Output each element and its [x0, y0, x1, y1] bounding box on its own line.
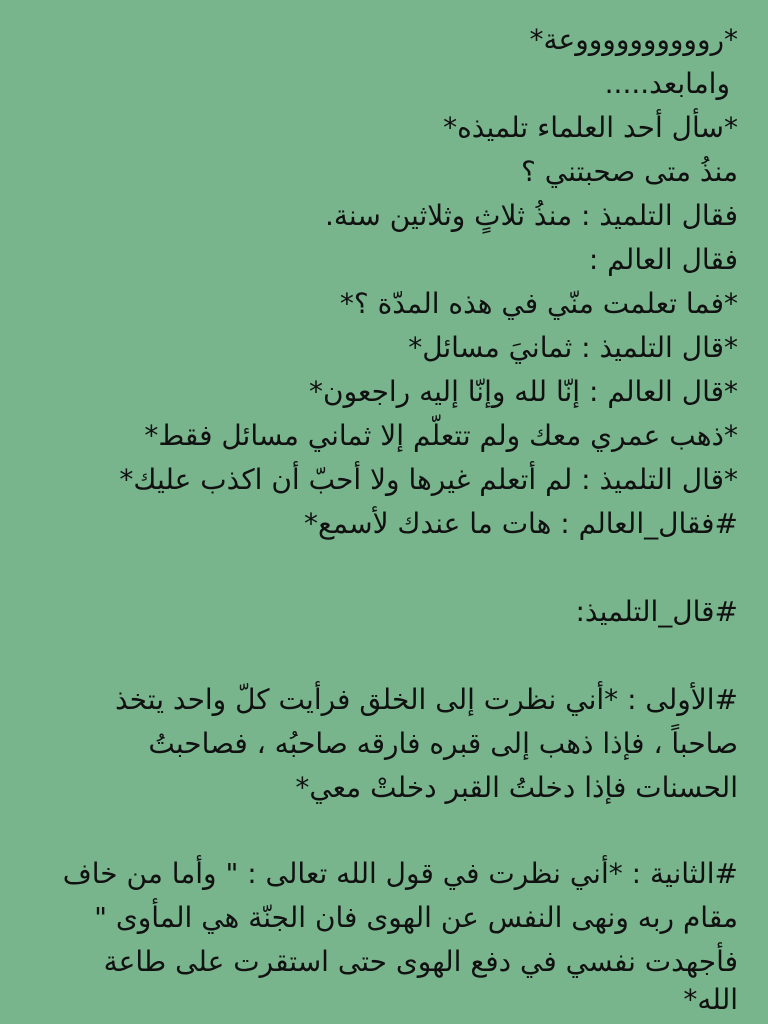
text-line: *فما تعلمت منّي في هذه المدّة ؟* [339, 287, 738, 320]
text-line: فأجهدت نفسي في دفع الهوى حتى استقرت على طاعة [103, 945, 738, 978]
text-line: #الثانية : *أني نظرت في قول الله تعالى : " وأما من خاف [62, 857, 738, 890]
text-line: وامابعد..... [604, 67, 730, 100]
text-line: *قال التلميذ : لم أتعلم غيرها ولا أحبّ أن اكذب عليك* [119, 463, 738, 496]
text-line: صاحباً ، فإذا ذهب إلى قبره فارقه صاحبُه ، فصاحبتُ [148, 727, 738, 760]
text-line: الله* [683, 983, 738, 1016]
text-line: منذُ متى صحبتني ؟ [520, 155, 738, 188]
text-line: فقال التلميذ : منذُ ثلاثٍ وثلاثين سنة. [324, 199, 738, 232]
text-line: الحسنات فإذا دخلتُ القبر دخلتْ معي* [295, 771, 738, 804]
text-line: #فقال_العالم : هات ما عندك لأسمع* [304, 507, 738, 540]
text-line: مقام ربه ونهى النفس عن الهوى فان الجنّة هي المأوى " [94, 901, 738, 934]
text-line: #الأولى : *أني نظرت إلى الخلق فرأيت كلّ واحد يتخذ [114, 683, 738, 716]
section-heading: #قال_التلميذ: [575, 595, 738, 628]
text-line: *قال العالم : إنّا لله وإنّا إليه راجعون* [309, 375, 738, 408]
text-line: *ذهب عمري معك ولم تتعلّم إلا ثماني مسائل فقط* [144, 419, 738, 452]
text-line: *سأل أحد العلماء تلميذه* [443, 111, 738, 144]
text-line: *قال التلميذ : ثمانيَ مسائل* [408, 331, 738, 364]
text-line: فقال العالم : [588, 243, 738, 276]
text-line: *رووووووووووعة* [529, 23, 738, 56]
